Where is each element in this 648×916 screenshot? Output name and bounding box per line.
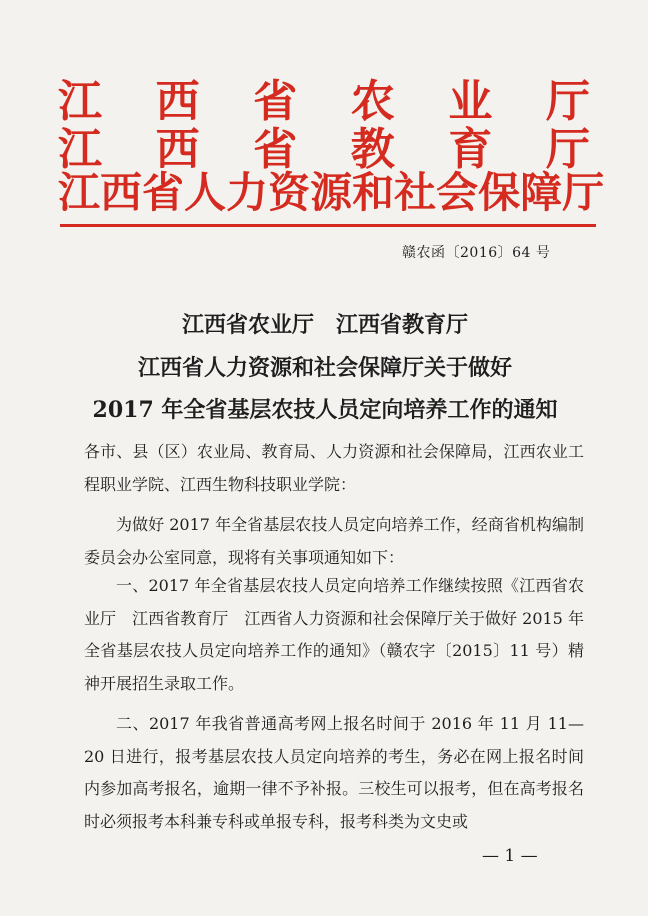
item-2-paragraph: 二、2017 年我省普通高考网上报名时间于 2016 年 11 月 11—20 日进行，报考基层农技人员定向培养的考生，务必在网上报名时间内参加高考报名，逾期一律不予补报。三校生可以报考，但在高考报名时必须报考本科兼专科或单报专科，报考科类为文史或 <box>84 714 584 831</box>
header-char: 厅 <box>545 76 590 127</box>
header-char: 江 <box>58 76 102 127</box>
header-char: 厅 <box>562 168 605 217</box>
addressee-paragraph: 各市、县（区）农业局、教育局、人力资源和社会保障局，江西农业工程职业学院、江西生物科技职业学院： <box>84 442 584 494</box>
header-char: 保 <box>478 168 521 217</box>
header-char: 障 <box>520 168 563 217</box>
header-char: 社 <box>394 168 437 217</box>
header-char: 省 <box>142 168 185 217</box>
header-char: 育 <box>448 124 493 175</box>
notice-title-line-2: 江西省人力资源和社会保障厅关于做好 <box>137 355 512 381</box>
header-char: 西 <box>155 76 200 127</box>
intro-paragraph: 为做好 2017 年全省基层农技人员定向培养工作，经商省机构编制委员会办公室同意，现将有关事项通知如下： <box>84 515 584 567</box>
header-char: 西 <box>155 124 200 175</box>
header-char: 源 <box>310 168 353 217</box>
header-char: 省 <box>253 124 298 175</box>
header-char: 和 <box>352 168 395 217</box>
header-char: 厅 <box>545 124 590 175</box>
agency-name-hr-social-security <box>58 168 605 217</box>
item-1-paragraph: 一、2017 年全省基层农技人员定向培养工作继续按照《江西省农业厅 江西省教育厅 江西省人力资源和社会保障厅关于做好 2015 年全省基层农技人员定向培养工作的通知》（赣农字〔2015〕11 号）精神开展招生录取工作。 <box>84 576 584 693</box>
header-char: 教 <box>350 124 395 175</box>
header-char: 江 <box>58 124 102 175</box>
document-number: 赣农函〔2016〕64 号 <box>402 245 551 261</box>
header-char: 会 <box>436 168 479 217</box>
header-char: 省 <box>253 76 298 127</box>
header-char: 业 <box>448 76 493 127</box>
page-number: — 1 — <box>482 846 538 866</box>
header-char: 农 <box>350 76 395 127</box>
red-header-divider <box>60 224 596 227</box>
agency-name-education <box>58 124 590 175</box>
agency-name-agriculture <box>58 76 590 127</box>
header-char: 力 <box>226 168 269 217</box>
header-char: 江 <box>58 168 101 217</box>
header-char: 西 <box>100 168 143 217</box>
header-char: 资 <box>268 168 311 217</box>
notice-title-line-3: 2017 年全省基层农技人员定向培养工作的通知 <box>92 397 558 423</box>
notice-title-line-1: 江西省农业厅 江西省教育厅 <box>181 312 468 338</box>
header-char: 人 <box>184 168 227 217</box>
